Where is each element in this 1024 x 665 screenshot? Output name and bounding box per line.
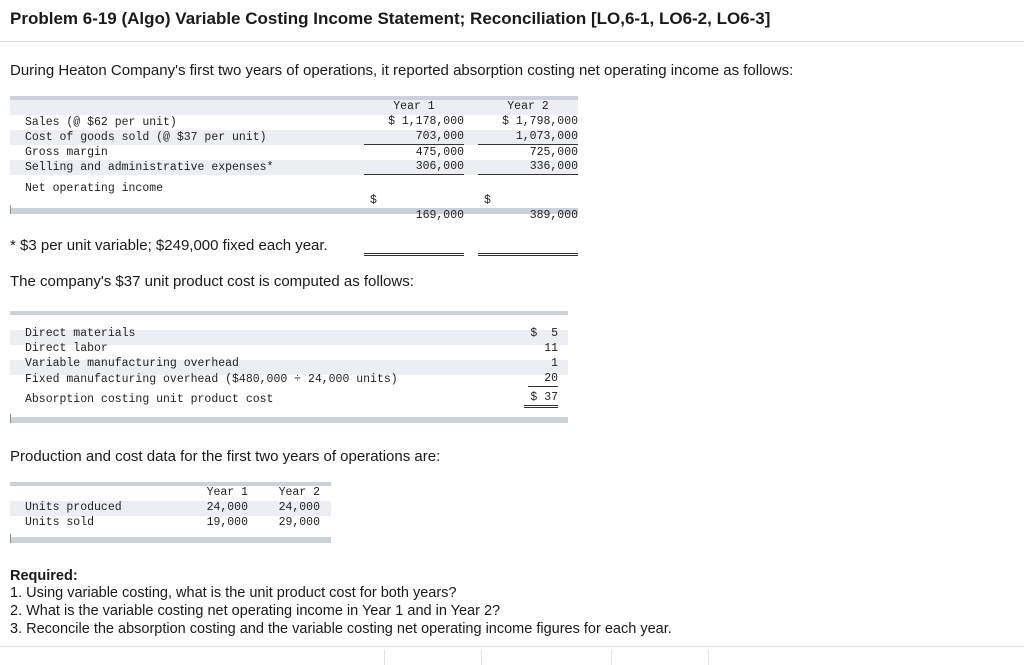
row-label: Cost of goods sold (@ $37 per unit): [25, 131, 267, 144]
production-table: [10, 482, 331, 544]
direct-labor-value: 11: [544, 342, 558, 355]
income-statement-table: [10, 96, 578, 222]
units-produced-year1: 24,000: [206, 501, 248, 514]
title-divider: [0, 41, 1024, 42]
required-heading: Required:: [10, 568, 78, 584]
col-header-year1: Year 1: [393, 100, 435, 113]
cogs-year2: 1,073,000: [478, 129, 578, 145]
gross-margin-year2: 725,000: [529, 146, 578, 159]
footer-column-divider: [481, 650, 482, 665]
unit-cost-table: [10, 311, 568, 425]
footer-column-divider: [384, 650, 385, 665]
absorption-unit-cost-value: $ 37: [524, 390, 558, 408]
table-bottom-bar: [10, 417, 568, 423]
cogs-year1: 703,000: [364, 129, 464, 145]
table-bottom-bar: [10, 537, 331, 543]
selling-admin-year2: 336,000: [478, 159, 578, 175]
required-item-2: 2. What is the variable costing net operating income in Year 1 and in Year 2?: [10, 603, 501, 619]
row-label: Units sold: [25, 516, 95, 529]
unit-cost-intro: The company's $37 unit product cost is computed as follows:: [10, 273, 414, 290]
row-label: Selling and administrative expenses*: [25, 161, 274, 174]
page-title: Problem 6-19 (Algo) Variable Costing Income Statement; Reconciliation [LO,6-1, LO6-2, LO6-3]: [10, 9, 771, 28]
net-income-year1-cell: [364, 178, 464, 256]
units-sold-year1: 19,000: [206, 516, 248, 529]
footer-column-divider: [708, 650, 709, 665]
sales-year2: $ 1,798,000: [502, 115, 578, 128]
fixed-overhead-value: 20: [528, 371, 558, 387]
direct-materials-value: $ 5: [530, 327, 558, 340]
footnote: * $3 per unit variable; $249,000 fixed each year.: [10, 237, 328, 254]
row-label: Net operating income: [25, 182, 164, 195]
variable-overhead-value: 1: [551, 357, 558, 370]
row-label: Units produced: [25, 501, 122, 514]
net-income-year2-cell: [478, 178, 578, 256]
row-label: Fixed manufacturing overhead ($480,000 ÷ 24,000 units): [25, 373, 398, 386]
net-income-year1: 169,000: [415, 209, 464, 222]
footer-column-divider: [611, 650, 612, 665]
row-label: Absorption costing unit product cost: [25, 393, 274, 406]
production-intro: Production and cost data for the first two years of operations are:: [10, 448, 441, 465]
currency-sign: $: [484, 194, 491, 207]
required-item-3: 3. Reconcile the absorption costing and the variable costing net operating income figures for each year.: [10, 621, 672, 637]
col-header-year1: Year 1: [206, 486, 248, 499]
sales-year1: $ 1,178,000: [388, 115, 464, 128]
intro-text: During Heaton Company's first two years of operations, it reported absorption costing net operating income as follows:: [10, 62, 794, 79]
units-produced-year2: 24,000: [278, 501, 320, 514]
row-label: Variable manufacturing overhead: [25, 357, 239, 370]
currency-sign: $: [370, 194, 377, 207]
footer-divider: [0, 646, 1024, 647]
selling-admin-year1: 306,000: [364, 159, 464, 175]
col-header-year2: Year 2: [507, 100, 549, 113]
row-label: Gross margin: [25, 146, 108, 159]
units-sold-year2: 29,000: [278, 516, 320, 529]
col-header-year2: Year 2: [278, 486, 320, 499]
gross-margin-year1: 475,000: [415, 146, 464, 159]
net-income-year2: 389,000: [529, 209, 578, 222]
row-label: Direct labor: [25, 342, 108, 355]
row-label: Sales (@ $62 per unit): [25, 116, 177, 129]
table-top-bar: [10, 311, 568, 315]
row-label: Direct materials: [25, 327, 136, 340]
required-item-1: 1. Using variable costing, what is the unit product cost for both years?: [10, 585, 457, 601]
